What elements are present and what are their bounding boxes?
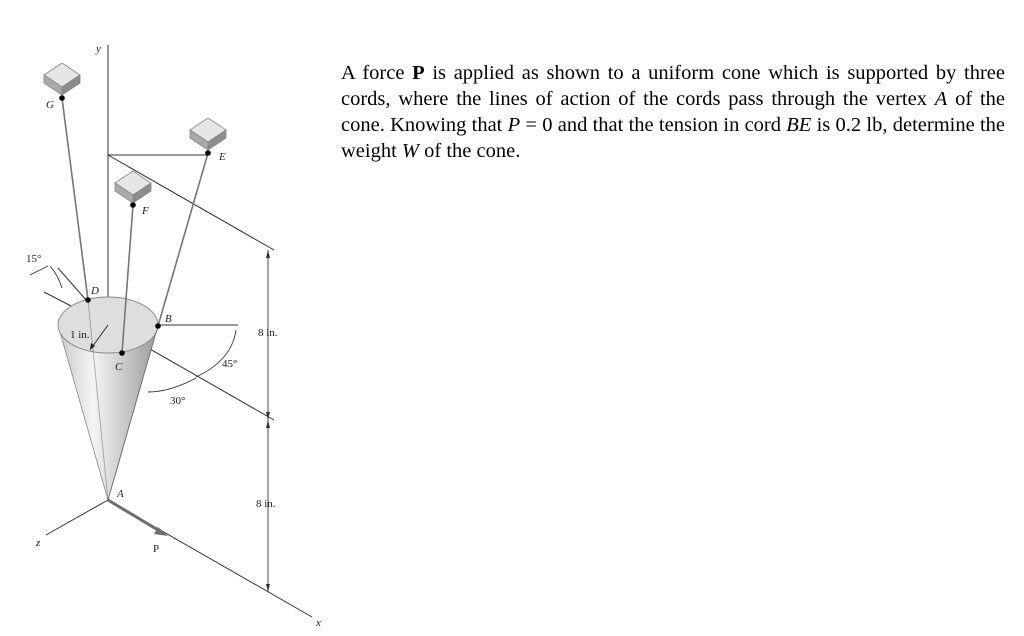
dim-arrow-bottom-up	[266, 420, 270, 428]
label-b: B	[165, 313, 172, 325]
problem-p-italic: P	[507, 114, 521, 136]
cord-dg	[62, 98, 88, 300]
dim-top-label: 8 in.	[258, 327, 278, 339]
angle-30-label: 30°	[170, 395, 186, 407]
cone-statics-figure	[0, 0, 330, 636]
z-axis-label: z	[36, 537, 41, 549]
problem-text-6: of the cone.	[419, 140, 521, 162]
dim-arrow-top-up	[266, 250, 270, 258]
radius-label: 1 in.	[70, 329, 90, 341]
angle-arc-15b	[50, 266, 62, 288]
problem-statement	[341, 60, 1005, 164]
label-c: C	[115, 361, 123, 373]
label-a: A	[117, 488, 124, 500]
label-f: F	[142, 205, 149, 217]
problem-weight-w: W	[401, 140, 419, 162]
support-g	[44, 63, 80, 101]
label-g: G	[46, 99, 54, 111]
dim-bottom-label: 8 in.	[256, 498, 276, 510]
problem-text-4: = 0 and that the tension in cord	[520, 114, 787, 136]
force-p-arrow	[108, 500, 158, 530]
problem-force-p-bold: P	[412, 62, 425, 84]
angle-45-label: 45°	[222, 358, 238, 370]
label-e: E	[219, 151, 226, 163]
point-d-dot	[85, 297, 91, 303]
problem-vertex-a: A	[934, 88, 948, 110]
point-b-dot	[155, 323, 161, 329]
angle-15-label: 15°	[26, 253, 42, 265]
x-axis-label: x	[316, 617, 321, 629]
problem-text-1: A force	[341, 62, 413, 84]
angle-arc-15	[30, 266, 48, 275]
cord-be	[158, 153, 208, 326]
problem-text-5: is 0.2 lb, determine the weight	[341, 114, 1005, 162]
point-c-dot	[119, 350, 125, 356]
problem-cord-be: BE	[786, 114, 812, 136]
y-axis-label: y	[96, 43, 101, 55]
problem-text-2: is applied as shown to a uniform cone which is supported by three cords, where the lines of action of the cords pass through the vertex	[341, 62, 1005, 110]
z-axis	[46, 500, 108, 535]
problem-text-3: of the cone. Knowing that	[341, 88, 1005, 136]
angle-arc-30	[148, 378, 196, 392]
label-d: D	[91, 285, 99, 297]
force-p-label: P	[153, 543, 160, 555]
